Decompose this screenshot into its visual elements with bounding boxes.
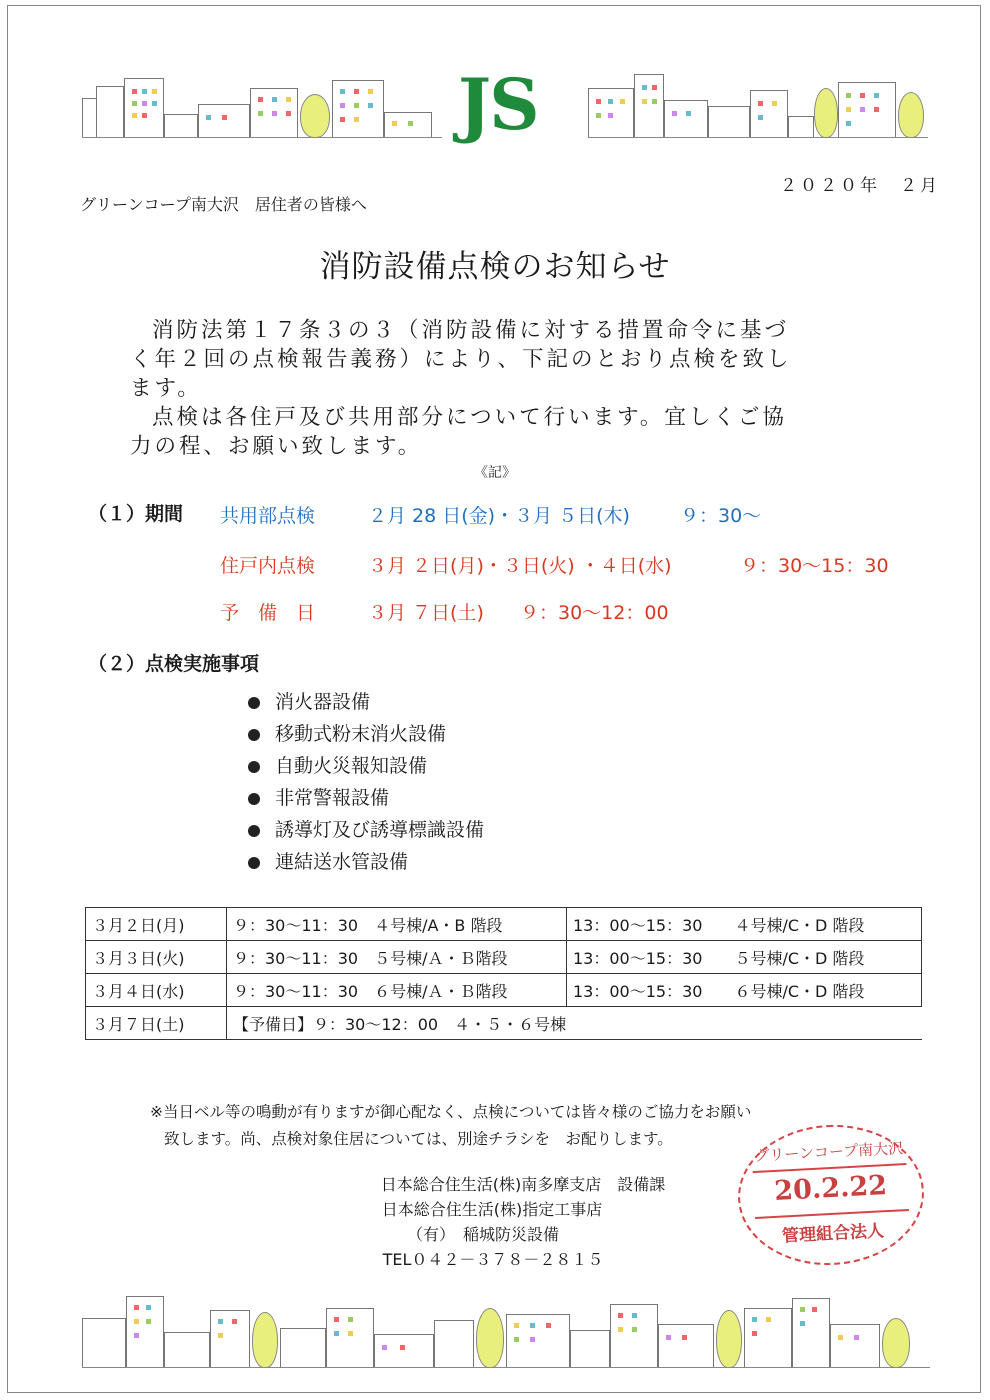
addressee: グリーンコープ南大沢 居住者の皆様へ <box>80 195 367 214</box>
period-name: 住戸内点検 <box>220 555 316 577</box>
table-row <box>86 1007 922 1040</box>
table-cell-am: ９：30～11：30 ６号棟/Ａ・Ｂ階段 <box>227 974 567 1007</box>
list-item: 連結送水管設備 <box>248 846 484 878</box>
signature-line: （有） 稲城防災設備 <box>406 1225 559 1244</box>
list-item: 誘導灯及び誘導標識設備 <box>248 814 484 846</box>
intro-line: 力の程、お願い致します。 <box>130 434 423 459</box>
period-row-units <box>220 551 889 578</box>
signature-line: TEL０４２－３７８－２８１５ <box>382 1250 604 1269</box>
note-line: 致します。尚、点検対象住居については、別途チラシを お配りします。 <box>164 1130 673 1148</box>
company-logo: JS <box>458 63 538 146</box>
signature-line: 日本総合住生活(株)指定工事店 <box>381 1200 603 1219</box>
period-dates: ３月 ７日(土) <box>368 602 484 624</box>
issue-date: ２０２０年 ２月 <box>780 176 940 196</box>
intro-line: 点検は各住戸及び共用部分について行います。宜しくご協 <box>152 405 787 430</box>
period-name: 予 備 日 <box>220 602 316 624</box>
table-cell-day: ３月３日(火) <box>86 941 227 974</box>
table-cell-day: ３月４日(水) <box>86 974 227 1007</box>
schedule-table <box>85 907 922 1040</box>
section2-label: （２）点検実施事項 <box>88 653 260 675</box>
stamp-org: グリーンコープ南大沢 <box>753 1139 904 1165</box>
inspection-items-list <box>248 686 484 878</box>
period-row-reserve <box>220 598 669 625</box>
period-dates: ２月 28 日(金)・３月 ５日(木) <box>368 505 630 527</box>
table-cell-day: ３月２日(月) <box>86 908 227 941</box>
ki-heading: 《記》 <box>474 465 516 481</box>
list-item: 非常警報設備 <box>248 782 484 814</box>
intro-paragraph <box>130 316 900 461</box>
intro-line: く年２回の点検報告義務）により、下記のとおり点検を致し <box>130 347 792 372</box>
header-city-illustration-right <box>588 68 928 138</box>
period-time: ９：30～15：30 <box>740 555 889 577</box>
table-cell-pm: 13：00～15：30 ６号棟/C・D 階段 <box>567 974 922 1007</box>
table-row <box>86 941 922 974</box>
stamp-date: 20.2.22 <box>773 1170 888 1207</box>
signature-line: 日本総合住生活(株)南多摩支店 設備課 <box>380 1175 666 1194</box>
note-line: ※当日ベル等の鳴動が有りますが御心配なく、点検については皆々様のご協力をお願い <box>150 1103 752 1121</box>
period-time: ９：30～12：00 <box>520 602 669 624</box>
period-dates: ３月 ２日(月)・３日(火) ・４日(水) <box>368 555 672 577</box>
table-cell-reserve: 【予備日】９：30～12：00 ４・５・６号棟 <box>227 1007 922 1040</box>
period-time: ９：30～ <box>680 505 762 527</box>
page-title: 消防設備点検のお知らせ <box>319 249 671 285</box>
intro-line: 消防法第１７条３の３（消防設備に対する措置命令に基づ <box>152 318 790 343</box>
table-row <box>86 974 922 1007</box>
list-item: 自動火災報知設備 <box>248 750 484 782</box>
period-row-common <box>220 501 762 528</box>
table-cell-am: ９：30～11：30 ５号棟/Ａ・Ｂ階段 <box>227 941 567 974</box>
header-city-illustration-left <box>82 68 442 138</box>
table-cell-pm: 13：00～15：30 ４号棟/C・D 階段 <box>567 908 922 941</box>
table-cell-am: ９：30～11：30 ４号棟/A・B 階段 <box>227 908 567 941</box>
period-name: 共用部点検 <box>220 505 316 527</box>
list-item: 移動式粉末消火設備 <box>248 718 484 750</box>
intro-line: ます。 <box>130 376 202 401</box>
section1-label: （１）期間 <box>88 503 184 525</box>
list-item: 消火器設備 <box>248 686 484 718</box>
table-cell-day: ３月７日(土) <box>86 1007 227 1040</box>
table-cell-pm: 13：00～15：30 ５号棟/C・D 階段 <box>567 941 922 974</box>
table-row <box>86 908 922 941</box>
stamp-union: 管理組合法人 <box>781 1221 885 1247</box>
footer-city-illustration <box>82 1278 930 1368</box>
